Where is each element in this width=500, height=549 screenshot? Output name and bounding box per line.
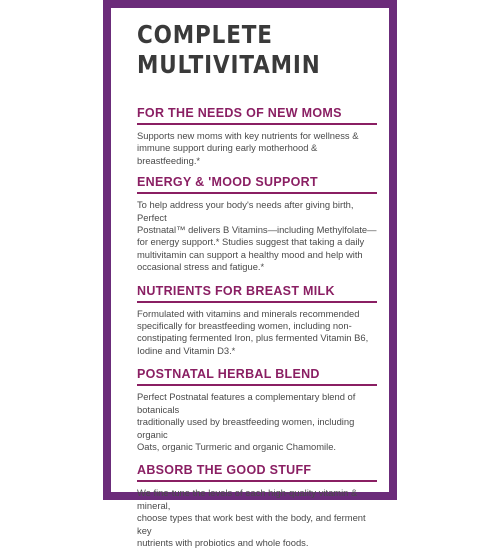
section-divider	[137, 192, 377, 194]
section-energy-mood	[137, 175, 377, 273]
title-line-2: MULTIVITAMIN	[137, 50, 321, 79]
section-divider	[137, 301, 377, 303]
section-body: Formulated with vitamins and minerals recommended specifically for breastfeeding women, including non- constipating fermented Iron, plus fermented Vitamin B6, Iodine and Vitamin D3.*	[137, 307, 369, 356]
section-breast-milk	[137, 284, 377, 358]
section-body: Perfect Postnatal features a complementary blend of botanicals traditionally used by breastfeeding women, including organic Oats, organic Turmeric and organic Chamomile.	[137, 391, 356, 452]
section-divider	[137, 123, 377, 125]
section-heading: FOR THE NEEDS OF NEW MOMS	[137, 106, 342, 120]
page-title	[137, 20, 343, 80]
section-heading: NUTRIENTS FOR BREAST MILK	[137, 283, 335, 298]
section-heading: ABSORB THE GOOD STUFF	[137, 463, 312, 478]
section-divider	[137, 480, 377, 482]
section-divider	[137, 384, 377, 386]
section-heading: ENERGY & 'MOOD SUPPORT	[137, 175, 318, 190]
section-body: We fine-tune the levels of each high-quality vitamin & mineral, choose types that work best with the body, and ferment key nutrients with probiotics and whole foods.	[137, 487, 366, 548]
section-body: Supports new moms with key nutrients for wellness & immune support during early motherhood & breastfeeding.*	[137, 130, 359, 166]
title-line-1: COMPLETE	[137, 20, 273, 49]
section-heading: POSTNATAL HERBAL BLEND	[137, 367, 320, 382]
section-body: To help address your body's needs after giving birth, Perfect Postnatal™ delivers B Vitamins—including Methylfolate— for energy support.* Studies suggest that taking a daily multivitamin can support a healthy mood and help with occasional stress and fatigue.*	[137, 199, 377, 273]
section-herbal-blend	[137, 367, 377, 453]
section-absorb	[137, 463, 377, 549]
label-content	[137, 20, 377, 549]
section-new-moms	[137, 106, 377, 167]
